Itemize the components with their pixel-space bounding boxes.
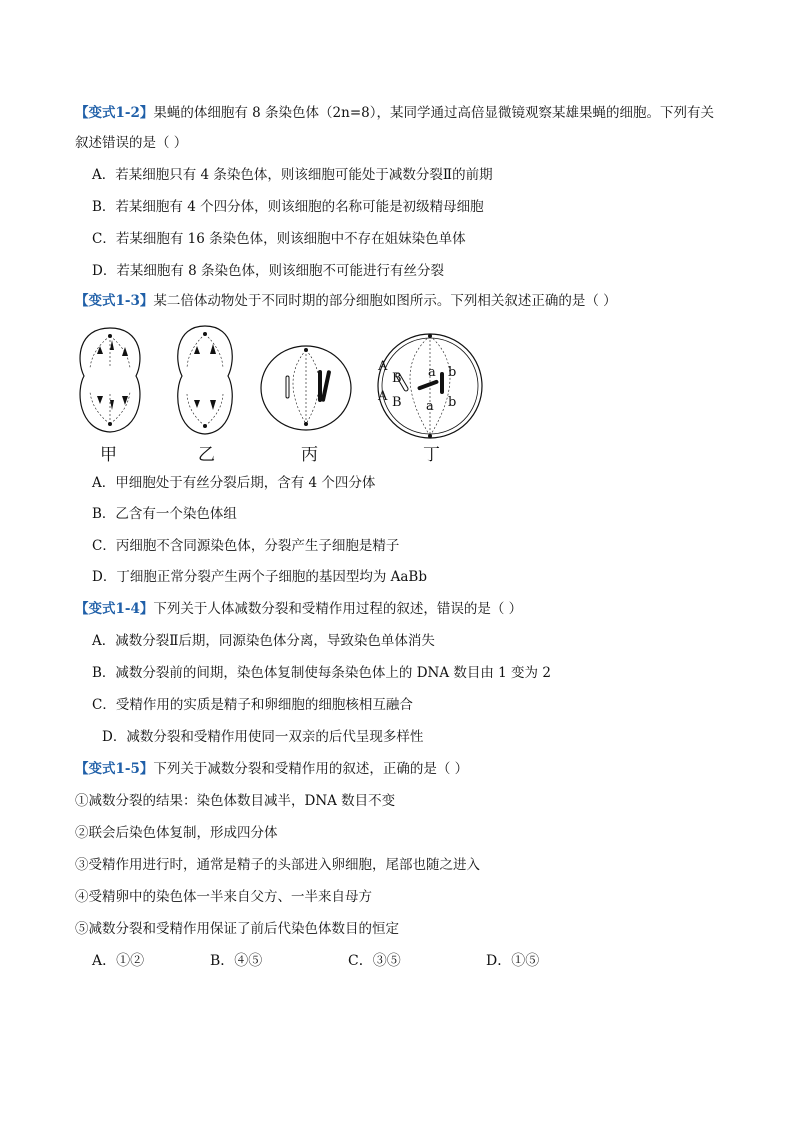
option-a[interactable]: A．减数分裂Ⅱ后期，同源染色体分离，导致染色单体消失	[92, 633, 435, 649]
option-c[interactable]: C．受精作用的实质是精子和卵细胞的细胞核相互融合	[92, 697, 413, 713]
gene-label: a	[428, 365, 436, 380]
cell-jia-membrane	[80, 328, 140, 432]
question-tag: 【变式1-5】	[75, 761, 154, 777]
option-c[interactable]: C．丙细胞不含同源染色体，分裂产生子细胞是精子	[92, 538, 400, 554]
choice-d[interactable]: D．①⑤	[486, 953, 540, 969]
gene-label: B	[392, 395, 402, 410]
gene-label: A	[378, 389, 388, 404]
question-1-3-stem: 【变式1-3】某二倍体动物处于不同时期的部分细胞如图所示。下列相关叙述正确的是（ ）	[75, 293, 617, 309]
option-a[interactable]: A．甲细胞处于有丝分裂后期，含有 4 个四分体	[92, 475, 376, 491]
question-1-4-stem: 【变式1-4】下列关于人体减数分裂和受精作用过程的叙述，错误的是（ ）	[75, 601, 523, 617]
option-c[interactable]: C．若某细胞有 16 条染色体，则该细胞中不存在姐妹染色单体	[92, 231, 466, 247]
gene-label: b	[448, 395, 457, 410]
cell-label-jia: 甲	[100, 445, 117, 465]
gene-label: a	[426, 399, 434, 414]
option-b[interactable]: B．若某细胞有 4 个四分体，则该细胞的名称可能是初级精母细胞	[92, 199, 484, 215]
cell-label-ding: 丁	[423, 445, 440, 465]
cell-division-figure	[70, 320, 490, 460]
gene-label: B	[392, 371, 402, 386]
option-d[interactable]: D．减数分裂和受精作用使同一双亲的后代呈现多样性	[102, 729, 424, 745]
statement-1: ①减数分裂的结果：染色体数目减半，DNA 数目不变	[75, 793, 396, 809]
statement-3: ③受精作用进行时，通常是精子的头部进入卵细胞，尾部也随之进入	[75, 857, 480, 873]
gene-label: b	[448, 365, 457, 380]
choice-c[interactable]: C．③⑤	[348, 953, 401, 969]
statement-4: ④受精卵中的染色体一半来自父方、一半来自母方	[75, 889, 372, 905]
question-tag: 【变式1-3】	[75, 293, 154, 309]
statement-5: ⑤减数分裂和受精作用保证了前后代染色体数目的恒定	[75, 921, 399, 937]
option-d[interactable]: D．丁细胞正常分裂产生两个子细胞的基因型均为 AaBb	[92, 569, 427, 585]
option-d[interactable]: D．若某细胞有 8 条染色体，则该细胞不可能进行有丝分裂	[92, 263, 444, 279]
option-b[interactable]: B．乙含有一个染色体组	[92, 506, 237, 522]
choice-b[interactable]: B．④⑤	[210, 953, 263, 969]
choice-a[interactable]: A．①②	[92, 953, 145, 969]
question-tag: 【变式1-4】	[75, 601, 154, 617]
option-b[interactable]: B．减数分裂前的间期，染色体复制使每条染色体上的 DNA 数目由 1 变为 2	[92, 665, 551, 681]
cell-label-bing: 丙	[301, 445, 318, 465]
statement-2: ②联会后染色体复制，形成四分体	[75, 825, 278, 841]
question-1-2-stem-cont: 叙述错误的是（ ）	[75, 135, 188, 151]
gene-label: A	[378, 359, 388, 374]
cell-yi-membrane	[178, 326, 233, 434]
question-1-5-stem: 【变式1-5】下列关于减数分裂和受精作用的叙述，正确的是（ ）	[75, 761, 469, 777]
question-1-2-stem: 【变式1-2】果蝇的体细胞有 8 条染色体（2n=8），某同学通过高倍显微镜观察某雄果蝇的细胞。下列有关	[75, 105, 714, 121]
question-tag: 【变式1-2】	[75, 105, 154, 121]
cell-label-yi: 乙	[198, 445, 215, 465]
option-a[interactable]: A．若某细胞只有 4 条染色体，则该细胞可能处于减数分裂Ⅱ的前期	[92, 167, 493, 183]
